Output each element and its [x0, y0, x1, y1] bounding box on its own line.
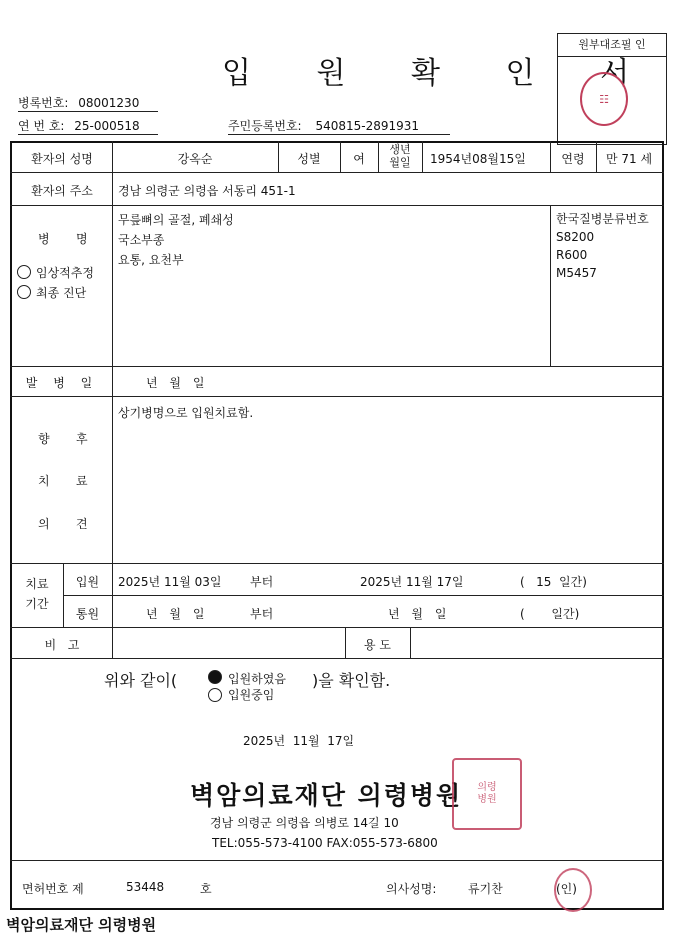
diagnosis-item: 요통, 요천부: [118, 253, 184, 267]
dob-value: 1954년08월15일: [430, 152, 526, 166]
serial-label: 연 번 호:: [18, 119, 65, 133]
address-label: 환자의 주소: [31, 184, 93, 198]
inpatient-to: 2025년 11월 17일: [360, 575, 464, 589]
dob-label-line2: 월일: [389, 156, 411, 169]
opinion-label: 견: [76, 517, 88, 531]
doctor-seal: [554, 868, 592, 912]
doctor-name: 류기찬: [468, 882, 503, 896]
clinical-estimate-radio[interactable]: [17, 265, 31, 279]
sex-label: 성별: [297, 152, 321, 166]
serial-number: 25-000518: [74, 119, 140, 133]
period-label: [12, 574, 62, 614]
hospital-seal-text: 의령병원: [477, 782, 497, 805]
period-label-line1: 치료: [25, 577, 49, 591]
hospital-name: 벽암의료재단 의령병원: [190, 781, 463, 810]
hospital-seal: [452, 758, 522, 830]
confirm-suffix: )을 확인함.: [312, 671, 391, 690]
inpatient-from-word: 부터: [250, 575, 274, 589]
hospital-address: 경남 의령군 의령읍 의병로 14길 10: [210, 816, 399, 830]
chart-number-row: [18, 94, 139, 111]
hospital-contact: TEL:055-573-4100 FAX:055-573-6800: [212, 836, 438, 850]
diagnosis-label-2: 명: [76, 232, 88, 246]
current-inpatient-label: 입원중임: [228, 688, 275, 702]
patient-name-label: 환자의 성명: [31, 152, 93, 166]
inpatient-from: 2025년 11월 03일: [118, 575, 222, 589]
kcd-block: [556, 210, 649, 282]
diagnosis-item: 무릎뼈의 골절, 폐쇄성: [118, 213, 234, 227]
opinion-label: 향: [38, 432, 50, 446]
outpatient-from-word: 부터: [250, 607, 274, 621]
age-label: 연령: [561, 152, 585, 166]
issue-date: 2025년 11월 17일: [243, 734, 355, 748]
outpatient-from: 년 월 일: [146, 607, 205, 621]
kcd-code: S8200: [556, 230, 595, 244]
outpatient-days: ( 일간): [520, 607, 580, 621]
verification-label: 원부대조필 인: [558, 34, 666, 57]
dob-label-line1: 생년: [389, 143, 411, 156]
footer-hospital: 벽암의료재단 의령병원: [6, 916, 157, 934]
opinion-label: 의: [38, 517, 50, 531]
kcd-code: M5457: [556, 266, 597, 280]
current-inpatient-radio[interactable]: [208, 688, 222, 702]
chart-number-label: 병록번호:: [18, 96, 69, 110]
license-label: 면허번호 제: [22, 882, 84, 896]
outpatient-label: 통원: [75, 607, 100, 621]
final-diagnosis-radio[interactable]: [17, 285, 31, 299]
address-value: 경남 의령군 의령읍 서동리 451-1: [118, 184, 296, 198]
license-number: 53448: [126, 880, 165, 894]
purpose-label: 용 도: [364, 638, 391, 652]
diagnosis-list: [118, 210, 234, 270]
inpatient-label: 입원: [75, 575, 100, 589]
sex-value: 여: [353, 152, 365, 166]
opinion-label: 치: [38, 474, 50, 488]
rrn-row: [228, 117, 419, 134]
kcd-label: 한국질병분류번호: [556, 212, 649, 226]
opinion-label: 료: [76, 474, 88, 488]
clinical-estimate-label: 임상적추정: [36, 266, 94, 280]
verification-box: [557, 33, 667, 145]
verification-seal: [580, 72, 628, 126]
admitted-label: 입원하였음: [228, 672, 286, 686]
outpatient-to: 년 월 일: [388, 607, 447, 621]
verification-seal-mark: ☷: [599, 92, 609, 106]
serial-row: [18, 117, 140, 134]
period-label-line2: 기간: [25, 597, 49, 611]
chart-number: 08001230: [78, 96, 140, 110]
remarks-label: 비 고: [44, 638, 80, 652]
diagnosis-label-1: 병: [38, 232, 50, 246]
diagnosis-item: 국소부종: [118, 233, 165, 247]
document-title: 입 원 확 인 서: [222, 56, 658, 91]
patient-name: 강옥순: [177, 152, 213, 166]
onset-value: 년 월 일: [146, 376, 205, 390]
license-suffix: 호: [200, 882, 212, 896]
rrn-value: 540815-2891931: [315, 119, 420, 133]
doctor-sign-label: 의사성명:: [386, 882, 437, 896]
opinion-label: 후: [76, 432, 88, 446]
admitted-radio[interactable]: [208, 670, 222, 684]
onset-label: 발 병 일: [25, 376, 99, 390]
age-value: 만 71 세: [605, 152, 653, 166]
final-diagnosis-label: 최종 진단: [36, 286, 87, 300]
kcd-code: R600: [556, 248, 588, 262]
inpatient-days: ( 15 일간): [520, 575, 587, 589]
opinion-text: 상기병명으로 입원치료함.: [118, 406, 254, 420]
doctor-seal-label: (인): [556, 882, 577, 896]
rrn-label: 주민등록번호:: [228, 119, 302, 133]
confirm-prefix: 위와 같이(: [104, 671, 178, 690]
dob-label: [378, 143, 422, 169]
